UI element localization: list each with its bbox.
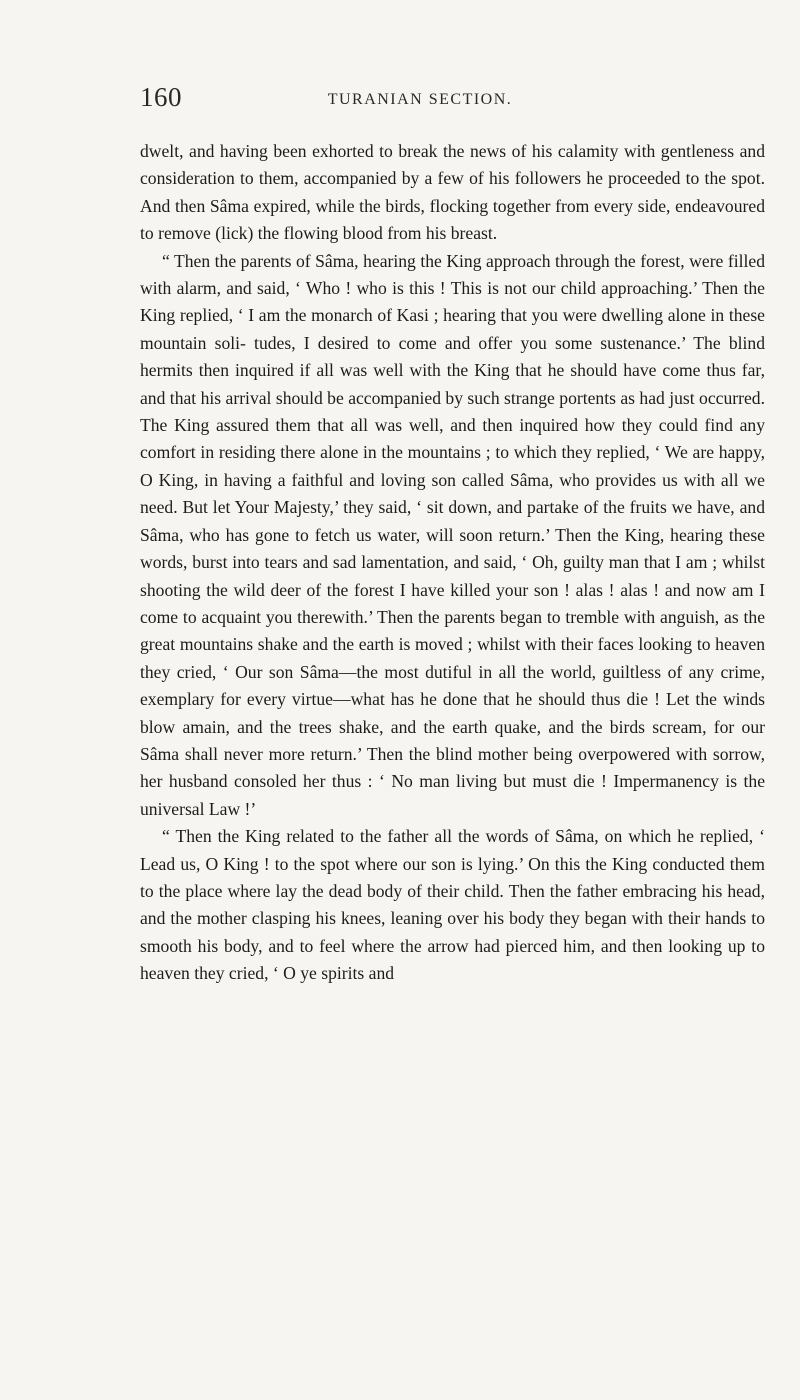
page-number: 160 xyxy=(140,82,182,112)
running-title: TURANIAN SECTION. xyxy=(327,91,513,108)
paragraph-1: dwelt, and having been exhorted to break the news of his calamity with gentleness and consideration to them, accompanied by a few of his followers he proceeded to the spot. And then Sâma expired, while the birds, flocking together from every side, endeavoured to remove (lick) the flowing blood from his breast. xyxy=(140,141,765,244)
paragraph-3: “ Then the King related to the father all the words of Sâma, on which he replied, ‘ Lead us, O King ! to the spot where our son is lying.’ On this the King conducted them to the place where lay the dead body of their child. Then the father embracing his head, and the mother clasping his knees, leaning over his body they began with their hands to smooth his body, and to feel where the arrow had pierced him, and then looking up to heaven they cried, ‘ O ye spirits and xyxy=(140,826,765,984)
paragraph-2: “ Then the parents of Sâma, hearing the King approach through the forest, were filled with alarm, and said, ‘ Who ! who is this ! This is not our child approaching.’ Then the King replied, ‘ I am the monarch of Kasi ; hearing that you were dwelling alone in these mountain soli- tudes, I desired to come and offer you some sustenance.’ The blind hermits then inquired if all was well with the King that he should have come thus far, and that his arrival should be accompanied by such strange portents as had just occurred. The King assured them that all was well, and then inquired how they could find any comfort in residing there alone in the mountains ; to which they replied, ‘ We are happy, O King, in having a faithful and loving son called Sâma, who provides us with all we need. But let Your Majesty,’ they said, ‘ sit down, and partake of the fruits we have, and Sâma, who has gone to fetch us water, will soon return.’ Then the King, hearing these words, burst into tears and sad lamentation, and said, ‘ Oh, guilty man that I am ; whilst shooting the wild deer of the forest I have killed your son ! alas ! alas ! and now am I come to acquaint you therewith.’ Then the parents began to tremble with anguish, as the great mountains shake and the earth is moved ; whilst with their faces looking to heaven they cried, ‘ Our son Sâma—the most dutiful in all the world, guiltless of any crime, exemplary for every virtue—what has he done that he should thus die ! Let the winds blow amain, and the trees shake, and the earth quake, and the birds scream, for our Sâma shall never more return.’ Then the blind mother being overpowered with sorrow, her husband consoled her thus : ‘ No man living but must die ! Impermanency is the universal Law !’ xyxy=(140,250,765,819)
page-header xyxy=(140,82,700,118)
body-text xyxy=(140,138,765,988)
